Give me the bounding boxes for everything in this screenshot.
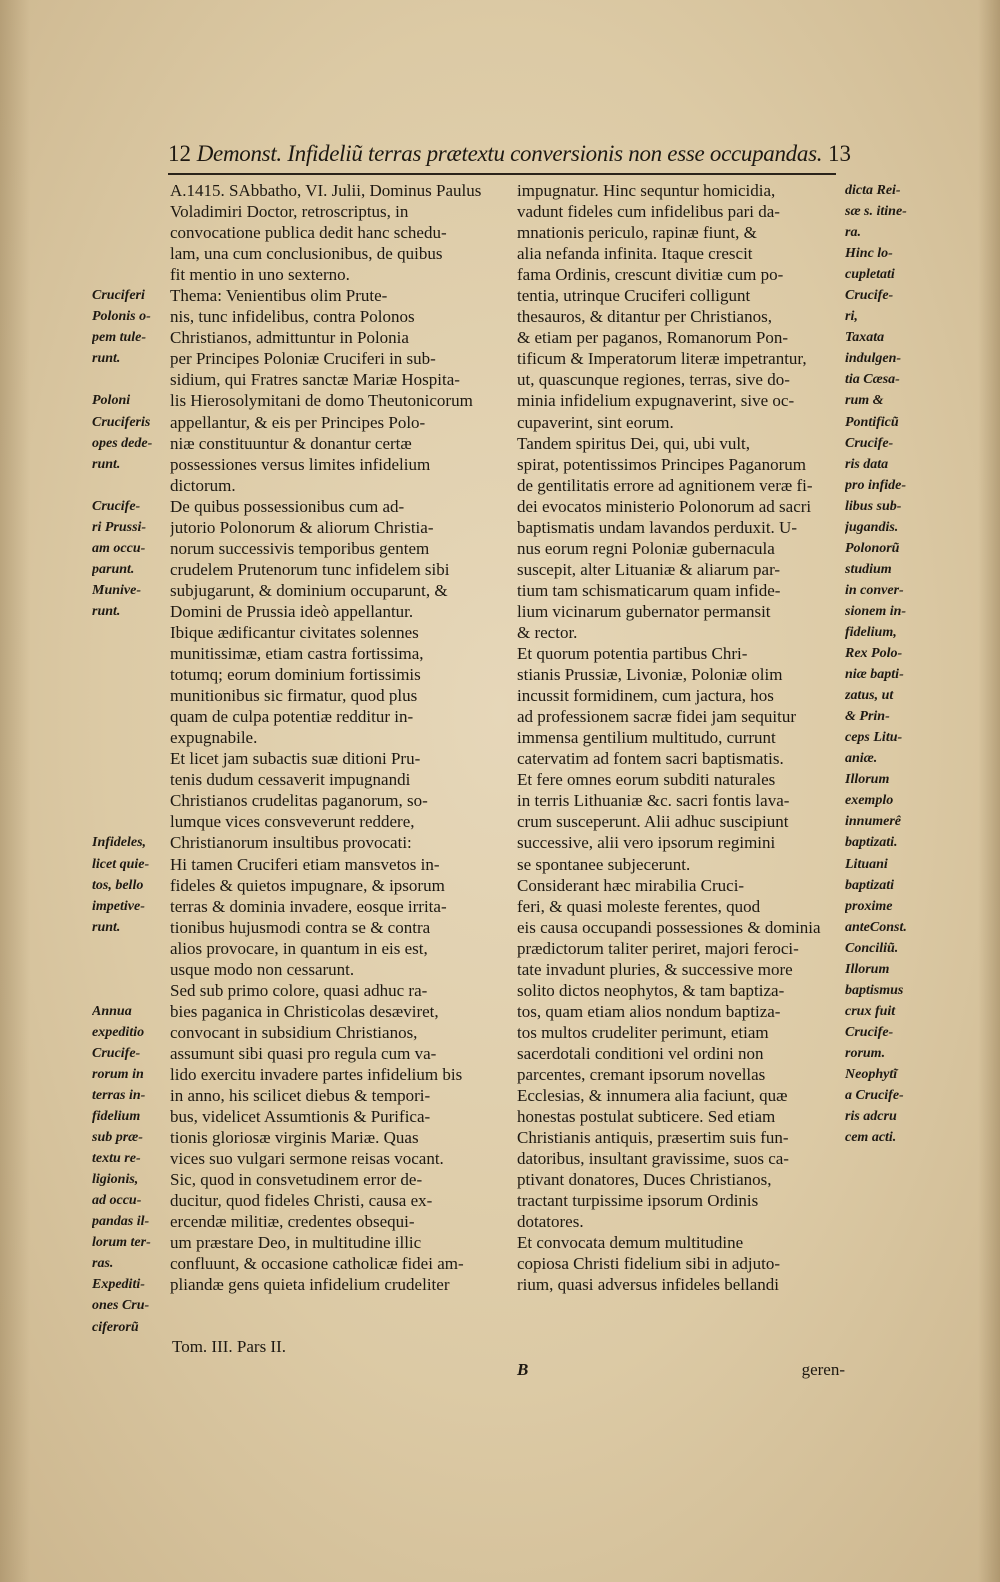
margin-note: libus sub-	[845, 498, 902, 514]
text-line: cupaverint, sint eorum.	[517, 412, 674, 432]
margin-note: proxime	[845, 898, 893, 914]
margin-note: studium	[845, 561, 892, 577]
text-line: nus eorum regni Poloniæ gubernacula	[517, 538, 775, 558]
margin-note	[92, 622, 168, 643]
right-text-column	[517, 180, 845, 1295]
text-line: & rector.	[517, 622, 578, 642]
text-line: nis, tunc infidelibus, contra Polonos	[170, 307, 415, 327]
margin-note	[92, 748, 168, 769]
text-line: ut, quascunque regiones, terras, sive do-	[517, 370, 790, 390]
margin-note: & Prin-	[845, 709, 890, 725]
text-line: subjugarunt, & dominium occuparunt, &	[170, 580, 448, 600]
margin-note: ciferorũ	[92, 1319, 139, 1335]
text-line: convocatione publica dedit hanc schedu-	[170, 223, 447, 243]
text-line: parcentes, cremant ipsorum novellas	[517, 1064, 766, 1084]
margin-note: ris data	[845, 456, 889, 472]
margin-note: ri Prussi-	[92, 519, 147, 535]
text-line: minia infidelium expugnaverint, sive oc-	[517, 391, 795, 411]
margin-note: Lituani	[845, 856, 888, 872]
text-line: datoribus, insultant gravissime, suos ca-	[517, 1149, 789, 1169]
margin-note	[92, 769, 168, 790]
text-line: lium vicinarum gubernator permansit	[517, 601, 771, 621]
signature-line: Tom. III. Pars II.	[172, 1337, 287, 1356]
margin-note: ones Cru-	[92, 1298, 150, 1314]
text-line: vices suo vulgari sermone reisas vocant.	[170, 1149, 444, 1169]
signature-mark: B	[517, 1360, 529, 1379]
text-line: Et convocata demum multitudine	[517, 1233, 744, 1253]
margin-note: indulgen-	[845, 351, 902, 367]
text-line: munitionibus sic firmatur, quod plus	[170, 686, 418, 706]
text-line: alia nefanda infinita. Itaque crescit	[517, 244, 753, 264]
text-line: in anno, his scilicet diebus & tempori-	[170, 1086, 431, 1106]
margin-note	[92, 243, 168, 264]
text-line: tionis gloriosæ virginis Mariæ. Quas	[170, 1128, 419, 1148]
margin-note: exemplo	[845, 793, 894, 809]
margin-note: Neophytĩ	[845, 1066, 898, 1082]
margin-note: niæ bapti-	[845, 667, 904, 683]
margin-note: lorum ter-	[92, 1235, 151, 1251]
margin-note: Illorum	[845, 772, 890, 788]
margin-note: rum &	[845, 393, 884, 409]
text-line: tium tam schismaticarum quam infide-	[517, 580, 781, 600]
margin-note: innumerê	[845, 814, 902, 830]
text-line: vadunt fideles cum infidelibus pari da-	[517, 202, 780, 222]
page-shadow-left	[0, 0, 30, 1582]
text-line: Thema: Venientibus olim Prute-	[170, 286, 388, 306]
text-line: jutorio Polonorum & aliorum Christia-	[170, 517, 434, 537]
text-line: se spontanee subjecerunt.	[517, 854, 691, 874]
margin-note	[92, 790, 168, 811]
margin-note: parunt.	[92, 561, 135, 577]
margin-note: rorum in	[92, 1066, 144, 1082]
text-line: ducitur, quod fideles Christi, causa ex-	[170, 1191, 433, 1211]
text-line: immensa gentilium multitudo, currunt	[517, 728, 776, 748]
margin-note: sæ s. itine-	[845, 204, 907, 220]
margin-note: textu re-	[92, 1151, 141, 1167]
margin-note: Crucife-	[845, 1024, 894, 1040]
text-line: Christianos, admittuntur in Polonia	[170, 328, 409, 348]
margin-note	[92, 643, 168, 664]
margin-note: fidelium,	[845, 624, 897, 640]
margin-note: ligionis,	[92, 1172, 139, 1188]
page-shadow-right	[978, 0, 1000, 1582]
margin-note: in conver-	[845, 582, 904, 598]
margin-note: Crucife-	[92, 1045, 141, 1061]
margin-note: Annua	[92, 1003, 132, 1019]
running-header	[168, 141, 851, 171]
text-line: bus, videlicet Assumtionis & Purifica-	[170, 1107, 431, 1127]
text-line: spirat, potentissimos Principes Paganorum	[517, 454, 806, 474]
margin-note: am occu-	[92, 540, 146, 556]
margin-note	[92, 706, 168, 727]
margin-note: baptizati	[845, 877, 895, 893]
text-line: confluunt, & occasione catholicæ fidei am-	[170, 1254, 464, 1274]
margin-note: zatus, ut	[845, 688, 894, 704]
text-line: stianis Prussiæ, Livoniæ, Poloniæ olim	[517, 665, 783, 685]
text-line: Et quorum potentia partibus Chri-	[517, 644, 748, 664]
margin-note	[92, 980, 168, 1001]
text-line: tionibus hujusmodi contra se & contra	[170, 917, 431, 937]
margin-note: Crucife-	[845, 435, 894, 451]
text-line: fit mentio in uno sexterno.	[170, 265, 350, 285]
text-line: copiosa Christi fidelium sibi in adjuto-	[517, 1254, 781, 1274]
margin-note	[92, 475, 168, 496]
text-line: honestas postulat subticere. Sed etiam	[517, 1107, 776, 1127]
text-line: in terris Lithuaniæ &c. sacri fontis lava-	[517, 791, 790, 811]
margin-note: ri,	[845, 309, 858, 325]
text-line: alios provocare, in quantum in eis est,	[170, 938, 428, 958]
margin-note: dicta Rei-	[845, 183, 901, 198]
text-line: dei evocatos ministerio Polonorum ad sacri	[517, 496, 812, 516]
margin-note: baptizati.	[845, 835, 898, 851]
margin-note: Taxata	[845, 330, 885, 346]
margin-note: crux fuit	[845, 1003, 896, 1019]
right-margin-notes	[845, 180, 937, 1148]
left-margin-notes	[92, 180, 168, 1338]
text-line: thesauros, & ditantur per Christianos,	[517, 307, 772, 327]
text-line: munitissimæ, etiam castra fortissima,	[170, 644, 424, 664]
left-page-number: 12	[168, 141, 191, 166]
text-line: Christianos crudelitas paganorum, so-	[170, 791, 428, 811]
margin-note: rorum.	[845, 1045, 886, 1061]
margin-note: Infideles,	[92, 835, 147, 851]
text-line: quam de culpa potentiæ redditur in-	[170, 707, 414, 727]
margin-note: tos, bello	[92, 877, 144, 893]
margin-note: baptismus	[845, 982, 904, 998]
text-line: tentia, utrinque Cruciferi colligunt	[517, 286, 751, 306]
text-line: dotatores.	[517, 1212, 584, 1232]
text-line: totumq; eorum dominium fortissimis	[170, 665, 421, 685]
text-line: norum successivis temporibus gentem	[170, 538, 430, 558]
margin-note: Crucife-	[845, 288, 894, 304]
text-line: per Principes Poloniæ Cruciferi in sub-	[170, 349, 436, 369]
text-line: Domini de Prussia ideò appellantur.	[170, 601, 414, 621]
text-line: Hi tamen Cruciferi etiam mansvetos in-	[170, 854, 440, 874]
margin-note: Pontificũ	[845, 414, 899, 430]
margin-note: sionem in-	[845, 603, 907, 619]
text-line: catervatim ad fontem sacri baptismatis.	[517, 749, 784, 769]
text-line: sacerdotali conditioni vel ordini non	[517, 1043, 764, 1063]
text-line: ercendæ militiæ, credentes obsequi-	[170, 1212, 415, 1232]
text-line: fama Ordinis, crescunt divitiæ cum po-	[517, 265, 784, 285]
margin-note: Hinc lo-	[845, 246, 893, 262]
text-line: possessiones versus limites infidelium	[170, 454, 431, 474]
margin-note: aniæ.	[845, 751, 878, 767]
margin-note: fidelium	[92, 1109, 141, 1125]
text-line: crudelem Prutenorum tunc infidelem sibi	[170, 559, 450, 579]
text-line: suscepit, alter Lituaniæ & aliarum par-	[517, 559, 781, 579]
text-line: Ecclesias, & innumera alia faciunt, quæ	[517, 1086, 788, 1106]
margin-note: runt.	[92, 456, 121, 472]
margin-note: Cruciferi	[92, 288, 145, 304]
margin-note: cupletati	[845, 267, 895, 283]
margin-note	[92, 938, 168, 959]
margin-note: jugandis.	[845, 519, 899, 535]
right-page-number: 13	[827, 141, 851, 166]
margin-note: Poloni	[92, 393, 131, 409]
margin-note: Rex Polo-	[845, 646, 903, 662]
margin-note: Crucife-	[92, 498, 141, 514]
margin-note: runt.	[92, 603, 121, 619]
text-line: pliandæ gens quieta infidelium crudeliter	[170, 1275, 450, 1295]
text-line: appellantur, & eis per Principes Polo-	[170, 412, 426, 432]
text-line: tos, quam etiam alios nondum baptiza-	[517, 1001, 781, 1021]
left-text-column	[170, 180, 505, 1295]
text-line: Christianorum insultibus provocati:	[170, 833, 412, 853]
text-line: A.1415. SAbbatho, VI. Julii, Dominus Paulus	[170, 181, 482, 200]
text-line: Voladimiri Doctor, retroscriptus, in	[170, 202, 409, 222]
margin-note: opes dede-	[92, 435, 153, 451]
text-line: assumunt sibi quasi pro regula cum va-	[170, 1043, 437, 1063]
margin-note: a Crucife-	[845, 1088, 904, 1104]
text-line: um præstare Deo, in multitudine illic	[170, 1233, 422, 1253]
margin-note	[92, 959, 168, 980]
margin-note: pandas il-	[92, 1214, 150, 1230]
margin-note: runt.	[92, 919, 121, 935]
margin-note: pro infide-	[845, 477, 907, 493]
text-line: tate invadunt pluries, & successive more	[517, 959, 793, 979]
margin-note: Munive-	[92, 582, 141, 598]
text-line: baptismatis undam lavandos perduxit. U-	[517, 517, 797, 537]
page-footer	[517, 1360, 845, 1380]
text-line: ad professionem sacræ fidei jam sequitur	[517, 707, 797, 727]
margin-note: Expediti-	[92, 1277, 145, 1293]
margin-note: runt.	[92, 351, 121, 367]
margin-note: ras.	[92, 1256, 114, 1272]
catchword: geren-	[801, 1360, 845, 1379]
text-line: crum susceperunt. Alii adhuc suscipiunt	[517, 812, 789, 832]
text-line: tificum & Imperatorum literæ impetrantur,	[517, 349, 807, 369]
text-line: prædictorum taliter periret, majori feroci-	[517, 938, 799, 958]
margin-note	[92, 369, 168, 390]
text-line: fideles & quietos impugnare, & ipsorum	[170, 875, 445, 895]
margin-note: sub præ-	[92, 1130, 143, 1146]
text-line: sidium, qui Fratres sanctæ Mariæ Hospita-	[170, 370, 460, 390]
margin-note: tia Cæsa-	[845, 372, 900, 388]
margin-note: Cruciferis	[92, 414, 151, 430]
text-line: solito dictos neophytos, & tam baptiza-	[517, 980, 785, 1000]
margin-note	[92, 811, 168, 832]
margin-note: ad occu-	[92, 1193, 142, 1209]
margin-note: ris adcru	[845, 1109, 897, 1125]
text-line: Et licet jam subactis suæ ditioni Pru-	[170, 749, 421, 769]
margin-note: impetive-	[92, 898, 145, 914]
text-line: incussit formidinem, cum jactura, hos	[517, 686, 774, 706]
margin-note: Illorum	[845, 961, 890, 977]
margin-note: anteConst.	[845, 919, 907, 935]
text-line: terras & dominia invadere, eosque irrita-	[170, 896, 447, 916]
text-line: Sic, quod in consvetudinem error de-	[170, 1170, 423, 1190]
margin-note	[92, 727, 168, 748]
margin-note	[92, 664, 168, 685]
margin-note: Polonorũ	[845, 540, 900, 556]
text-line: rium, quasi adversus infideles bellandi	[517, 1275, 780, 1295]
margin-note	[92, 264, 168, 285]
margin-note: ra.	[845, 225, 861, 241]
text-line: expugnabile.	[170, 728, 258, 748]
margin-note: ceps Litu-	[845, 730, 903, 746]
margin-note: Conciliũ.	[845, 940, 899, 956]
margin-note: expeditio	[92, 1024, 145, 1040]
text-line: dictorum.	[170, 475, 236, 495]
text-line: lis Hierosolymitani de domo Theutonicorum	[170, 391, 473, 411]
margin-note	[92, 222, 168, 243]
text-line: Et fere omnes eorum subditi naturales	[517, 770, 776, 790]
text-line: & etiam per paganos, Romanorum Pon-	[517, 328, 789, 348]
margin-note	[92, 685, 168, 706]
header-rule	[168, 173, 836, 175]
text-line: ptivant donatores, Duces Christianos,	[517, 1170, 772, 1190]
text-line: lam, una cum conclusionibus, de quibus	[170, 244, 443, 264]
text-line: Christianis antiquis, præsertim suis fun-	[517, 1128, 789, 1148]
text-line: De quibus possessionibus cum ad-	[170, 496, 405, 516]
text-line: mnationis periculo, rapinæ fiunt, &	[517, 223, 757, 243]
margin-note: terras in-	[92, 1088, 146, 1104]
text-line: lido exercitu invadere partes infidelium bis	[170, 1064, 463, 1084]
margin-note: pem tule-	[92, 330, 147, 346]
text-line: tos multos crudeliter perimunt, etiam	[517, 1022, 769, 1042]
text-line: convocant in subsidium Christianos,	[170, 1022, 418, 1042]
text-line: de gentilitatis errore ad agnitionem veræ fi-	[517, 475, 813, 495]
text-line: lumque vices consveverunt reddere,	[170, 812, 415, 832]
running-title: Demonst. Infideliũ terras prætextu conversionis non esse occupandas.	[196, 141, 823, 166]
margin-note: licet quie-	[92, 856, 150, 872]
text-line: Sed sub primo colore, quasi adhuc ra-	[170, 980, 428, 1000]
text-line: Tandem spiritus Dei, qui, ubi vult,	[517, 433, 751, 453]
text-line: Considerant hæc mirabilia Cruci-	[517, 875, 745, 895]
text-line: tractant turpissime ipsorum Ordinis	[517, 1191, 759, 1211]
margin-note	[92, 180, 168, 201]
text-line: feri, & quasi moleste ferentes, quod	[517, 896, 761, 916]
text-line: successive, alii vero ipsorum regimini	[517, 833, 776, 853]
text-line: Ibique ædificantur civitates solennes	[170, 622, 419, 642]
margin-note: cem acti.	[845, 1130, 897, 1146]
text-line: impugnatur. Hinc sequntur homicidia,	[517, 181, 776, 200]
margin-note: Polonis o-	[92, 309, 151, 325]
text-line: tenis dudum cessaverit impugnandi	[170, 770, 411, 790]
margin-note	[92, 201, 168, 222]
text-line: niæ constituuntur & donantur certæ	[170, 433, 412, 453]
text-line: bies paganica in Christicolas desæviret,	[170, 1001, 439, 1021]
text-line: usque modo non cessarunt.	[170, 959, 355, 979]
text-line: eis causa occupandi possessiones & dominia	[517, 917, 821, 937]
